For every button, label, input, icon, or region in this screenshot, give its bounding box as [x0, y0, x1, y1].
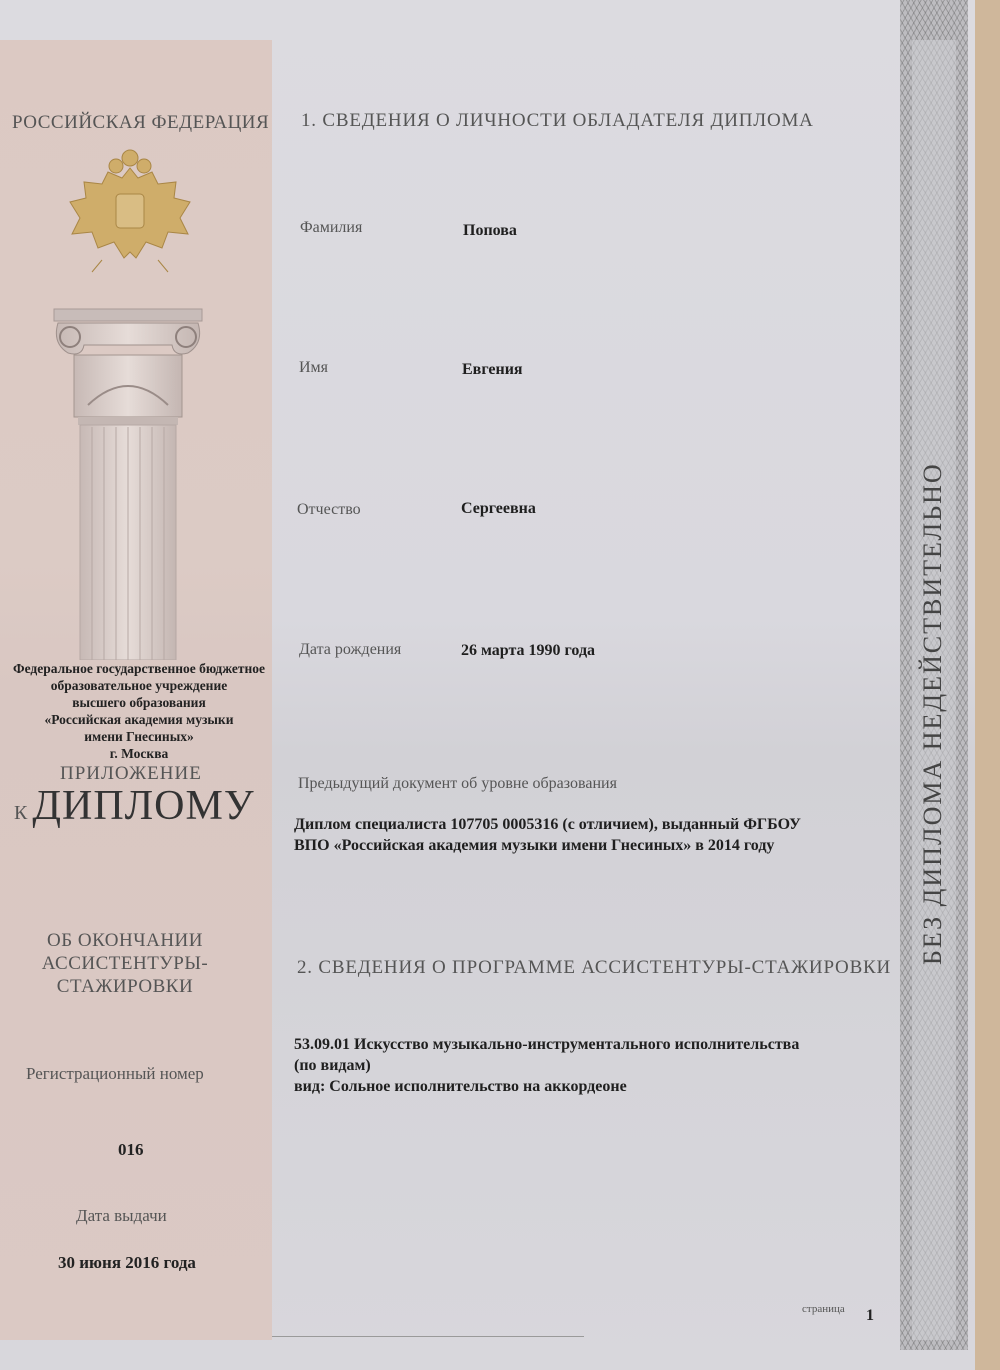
page-number: 1	[866, 1307, 874, 1324]
prev-doc-line: ВПО «Российская академия музыки имени Гнесиных» в 2014 году	[294, 837, 775, 854]
reg-number-value: 016	[118, 1140, 144, 1159]
column-image	[48, 305, 208, 660]
reg-number-label: Регистрационный номер	[26, 1064, 204, 1083]
prev-doc-line: Диплом специалиста 107705 0005316 (с отличием), выданный ФГБОУ	[294, 816, 801, 833]
institution-line: г. Москва	[109, 746, 169, 761]
completion-line: АССИСТЕНТУРЫ-	[41, 953, 209, 974]
surname-value: Попова	[463, 222, 517, 239]
institution-line: образовательное учреждение	[50, 678, 228, 693]
prev-doc-label: Предыдущий документ об уровне образования	[298, 775, 617, 792]
patronymic-value: Сергеевна	[461, 500, 536, 517]
completion-line: ОБ ОКОНЧАНИИ	[47, 930, 203, 951]
birth-date-value: 26 марта 1990 года	[461, 642, 596, 659]
institution-line: Федеральное государственное бюджетное	[12, 661, 266, 676]
program-value	[294, 1034, 799, 1097]
issue-date-label: Дата выдачи	[76, 1206, 167, 1225]
completion-heading	[30, 929, 220, 998]
surname-label: Фамилия	[300, 219, 363, 236]
patronymic-label: Отчество	[297, 501, 361, 518]
to-prefix: К	[14, 802, 29, 824]
birth-date-label: Дата рождения	[299, 641, 402, 658]
appendix-heading: ПРИЛОЖЕНИЕ	[60, 763, 202, 784]
institution-line: высшего образования	[72, 695, 206, 710]
section2-title: 2. СВЕДЕНИЯ О ПРОГРАММЕ АССИСТЕНТУРЫ-СТАЖИРОВКИ	[297, 957, 892, 978]
diploma-heading	[14, 782, 255, 830]
institution-name	[0, 660, 278, 762]
completion-line: СТАЖИРОВКИ	[56, 976, 194, 997]
institution-line: имени Гнесиных»	[84, 729, 194, 744]
issue-date-value: 30 июня 2016 года	[58, 1253, 196, 1272]
program-line: (по видам)	[294, 1057, 371, 1074]
footer-rule	[272, 1336, 584, 1337]
country-name: РОССИЙСКАЯ ФЕДЕРАЦИЯ	[12, 112, 270, 133]
coat-of-arms-icon	[62, 148, 198, 276]
section1-title: 1. СВЕДЕНИЯ О ЛИЧНОСТИ ОБЛАДАТЕЛЯ ДИПЛОМА	[301, 110, 814, 131]
name-label: Имя	[299, 359, 329, 376]
name-value: Евгения	[462, 361, 523, 378]
side-text: БЕЗ ДИПЛОМА НЕДЕЙСТВИТЕЛЬНО	[918, 462, 947, 965]
diploma-word: ДИПЛОМУ	[32, 783, 255, 829]
program-line: вид: Сольное исполнительство на аккордеоне	[294, 1078, 627, 1095]
program-line: 53.09.01 Искусство музыкально-инструментального исполнительства	[294, 1036, 800, 1053]
institution-line: «Российская академия музыки	[44, 712, 234, 727]
page-label: страница	[802, 1303, 845, 1315]
prev-doc-value	[294, 814, 801, 856]
